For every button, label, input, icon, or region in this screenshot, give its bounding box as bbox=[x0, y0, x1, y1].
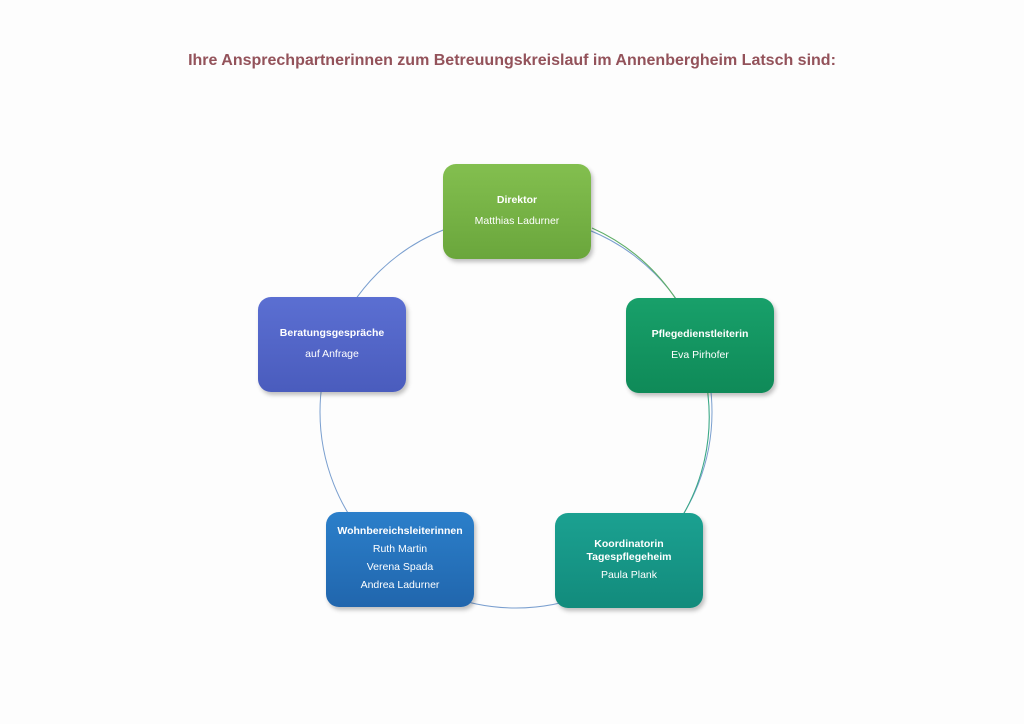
node-wohn-title: Wohnbereichsleiterinnen bbox=[337, 525, 463, 537]
node-wohn-name-2: Verena Spada bbox=[366, 561, 434, 573]
node-wohnbereichsleiterinnen bbox=[326, 512, 474, 607]
node-pflegedienstleiterin bbox=[626, 298, 774, 393]
node-wohn-name-1: Ruth Martin bbox=[372, 543, 428, 555]
node-direktor-title: Direktor bbox=[496, 193, 538, 206]
node-koord-title-line2: Tagespflegeheim bbox=[586, 550, 672, 563]
page-title: Ihre Ansprechpartnerinnen zum Betreuungskreislauf im Annenbergheim Latsch sind: bbox=[188, 52, 836, 69]
node-beratung-note: auf Anfrage bbox=[305, 347, 359, 360]
node-wohn-name-3: Andrea Ladurner bbox=[360, 579, 440, 591]
node-koord-title bbox=[587, 538, 672, 564]
node-koord-title-line1: Koordinatorin bbox=[594, 537, 664, 550]
node-beratung-title: Beratungsgespräche bbox=[279, 326, 385, 339]
node-direktor-name: Matthias Ladurner bbox=[474, 214, 560, 227]
node-beratungsgespraeche bbox=[258, 297, 406, 392]
node-direktor bbox=[443, 164, 591, 259]
node-pflege-title: Pflegedienstleiterin bbox=[651, 327, 749, 340]
node-pflege-name: Eva Pirhofer bbox=[671, 348, 729, 361]
node-koord-name: Paula Plank bbox=[600, 568, 658, 581]
node-koordinatorin bbox=[555, 513, 703, 608]
cycle-arc-teal bbox=[680, 395, 709, 520]
